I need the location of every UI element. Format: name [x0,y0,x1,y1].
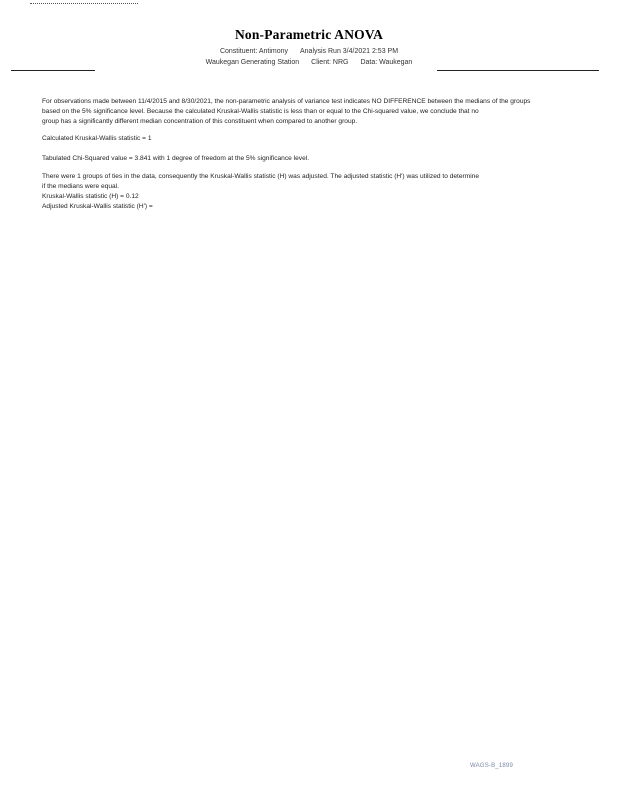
ties-line: There were 1 groups of ties in the data, consequently the Kruskal-Wallis statistic (H) was adjusted. The adjusted statistic (H') was utilized to determine [42,173,480,180]
conclusion-paragraph [42,97,572,127]
client-label: Client: NRG [311,59,349,66]
ties-line: if the medians were equal. [42,183,119,190]
top-edge-mark [30,0,138,4]
tabulated-chi-squared [42,154,572,164]
conclusion-line: group has a significantly different median concentration of this constituent when compared to another group. [42,118,358,125]
facility-label: Waukegan Generating Station [205,59,300,66]
document-code: WAGS-B_1899 [470,763,513,769]
kruskal-wallis-statistic: Kruskal-Wallis statistic (H) = 0.12 [42,193,139,200]
subtitle-line-2 [0,59,618,66]
analysis-run-label: Analysis Run 3/4/2021 2:53 PM [299,48,399,55]
conclusion-line: For observations made between 11/4/2015 and 8/30/2021, the non-parametric analysis of variance test indicates NO DIFFERENCE between the medians of the groups [42,98,531,105]
calculated-statistic [42,134,572,144]
data-label: Data: Waukegan [360,59,413,66]
constituent-label: Constituent: Antimony [219,48,289,55]
tabulated-chi-squared-text: Tabulated Chi-Squared value = 3.841 with 1 degree of freedom at the 5% significance level. [42,155,310,162]
calculated-statistic-text: Calculated Kruskal-Wallis statistic = 1 [42,135,152,142]
subtitle-line-1 [0,48,618,55]
header-rule-right [437,70,599,71]
page-title: Non-Parametric ANOVA [234,27,384,42]
ties-paragraph [42,172,572,212]
conclusion-line: based on the 5% significance level. Because the calculated Kruskal-Wallis statistic is less than or equal to the Chi-squared value, we conclude that no [42,108,479,115]
adjusted-kruskal-wallis-statistic: Adjusted Kruskal-Wallis statistic (H') = [42,203,153,210]
header-rule-left [11,70,95,71]
